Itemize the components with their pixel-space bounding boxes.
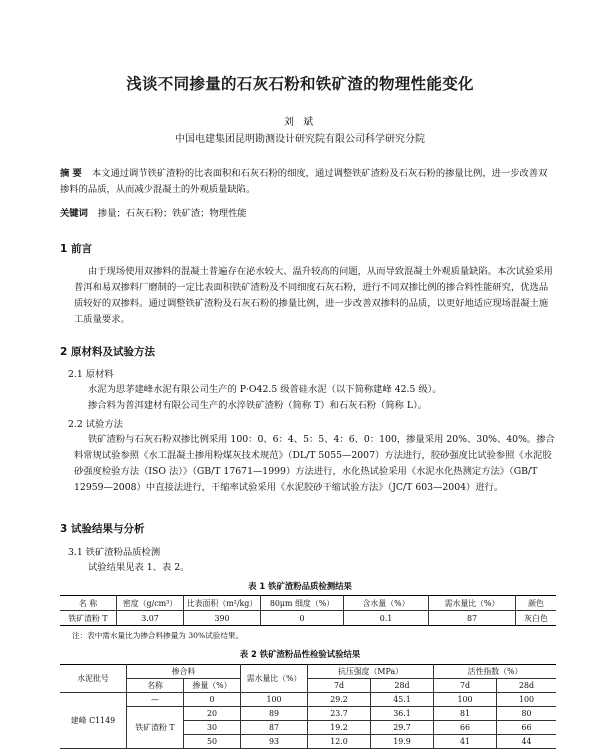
table-cell: 23.7	[308, 707, 371, 721]
table-cell: 30	[184, 721, 241, 735]
table-cell: 铁矿渣粉 T	[68, 613, 108, 623]
section-heading-1: 1 前言	[60, 243, 92, 255]
table-cell: 100	[497, 693, 557, 707]
table-header-cell: 比表面积（m²/kg）	[184, 596, 261, 611]
table-cell: 89	[241, 707, 308, 721]
table-header-cell: 28d	[497, 679, 557, 693]
subsection-3-1-heading: 3.1 铁矿渣粉品质检测	[68, 547, 161, 558]
keywords-label: 关键词	[60, 208, 88, 219]
affiliation: 中国电建集团昆明勘测设计研究院有限公司科学研究分院	[175, 134, 425, 145]
table-cell: 87	[241, 721, 308, 735]
table-header-cell: 水泥批号	[60, 665, 127, 693]
table-cell: 41	[434, 735, 497, 749]
subsection-2-1-heading: 2.1 原材料	[68, 369, 114, 380]
table-header-cell: 活性指数（%）	[434, 665, 557, 679]
table-cell: 20	[184, 707, 241, 721]
table-row	[60, 693, 556, 707]
table-header-cell: 掺合料	[127, 665, 241, 679]
table-header-cell: 抗压强度（MPa）	[308, 665, 434, 679]
table-cell: —	[127, 693, 184, 707]
cement-text: 水泥为思茅建峰水泥有限公司生产的 P·O42.5 级普硅水泥（以下简称建峰 42.5 级）。	[88, 384, 442, 395]
table-header-cell: 80μm 细度（%）	[261, 596, 344, 611]
table-cell: 66	[434, 721, 497, 735]
admixture-text: 掺合料为普洱建材有限公司生产的水淬铁矿渣粉（简称 T）和石灰石粉（简称 L）。	[88, 400, 428, 411]
table-header-cell: 颜色	[516, 596, 557, 611]
table-header-row	[60, 665, 556, 679]
table-header-row	[60, 679, 556, 693]
table-cell: 0	[261, 611, 344, 626]
table-cell: 93	[241, 735, 308, 749]
table-header-cell: 需水量比（%）	[241, 665, 308, 693]
table-header-cell: 掺量（%）	[184, 679, 241, 693]
subsection-2-2-heading: 2.2 试验方法	[68, 419, 123, 430]
table-1-caption: 表 1 铁矿渣粉品质检测结果	[248, 581, 352, 591]
table-header-cell: 密度（g/cm³）	[117, 596, 184, 611]
table-header-cell: 28d	[371, 679, 434, 693]
table-cell: 0.1	[344, 611, 429, 626]
table-cell: 80	[497, 707, 557, 721]
table-1	[60, 595, 556, 626]
table-cell: 19.2	[308, 721, 371, 735]
keywords-text: 掺量；石灰石粉；铁矿渣；物理性能	[97, 208, 247, 219]
table-cell: 建峰 C1149	[60, 693, 127, 749]
section-1-text: 由于现场使用双掺料的混凝土普遍存在泌水较大、温升较高的问题，从而导致混凝土外观质量缺陷。本次试验采用普洱和易双掺料厂磨制的一定比表面积铁矿渣粉及不同细度石灰石粉，进行不同双掺比例的掺合料性能研究，优选品质较好的双掺料。通过调整铁矿渣粉及石灰石粉的掺量比例，进一步改善双掺料的品质，以更好地适应现场混凝土施工质量要求。	[74, 266, 553, 325]
table-2	[60, 664, 556, 749]
subsection-2-2-body	[74, 432, 556, 496]
table-header-row	[60, 596, 556, 611]
table-header-cell: 名 称	[60, 596, 117, 611]
table-cell: 100	[241, 693, 308, 707]
table-cell: 19.9	[371, 735, 434, 749]
table-header-cell: 7d	[308, 679, 371, 693]
table-cell: 3.07	[117, 611, 184, 626]
table-cell: 87	[429, 611, 516, 626]
table-cell: 36.1	[371, 707, 434, 721]
abstract	[60, 166, 556, 198]
table-cell: 12.0	[308, 735, 371, 749]
table-cell: 50	[184, 735, 241, 749]
subsection-2-1-body	[74, 382, 556, 414]
table-1-note: 注：表中需水量比为掺合料掺量为 30%试验结果。	[72, 631, 244, 640]
table-header-cell: 需水量比（%）	[429, 596, 516, 611]
table-row	[60, 707, 556, 721]
table-cell: 81	[434, 707, 497, 721]
table-header-cell: 名称	[127, 679, 184, 693]
section-heading-2: 2 原材料及试验方法	[60, 346, 155, 358]
subsection-3-1-body	[74, 560, 556, 576]
table-row	[60, 611, 556, 626]
table-2-caption: 表 2 铁矿渣粉品性检验试验结果	[239, 649, 361, 659]
paper-title: 浅谈不同掺量的石灰石粉和铁矿渣的物理性能变化	[126, 75, 474, 93]
table-cell: 0	[184, 693, 241, 707]
abstract-label: 摘 要	[60, 168, 82, 179]
table-cell: 66	[497, 721, 557, 735]
table-cell: 44	[497, 735, 557, 749]
table-header-cell: 7d	[434, 679, 497, 693]
author: 刘 斌	[283, 117, 317, 128]
table-header-cell: 含水量（%）	[344, 596, 429, 611]
keywords	[60, 205, 556, 219]
section-heading-3: 3 试验结果与分析	[60, 523, 145, 535]
table-cell: 29.2	[308, 693, 371, 707]
results-text: 试验结果见表 1、表 2。	[88, 562, 190, 573]
section-1-paragraph	[74, 264, 556, 328]
method-text: 铁矿渣粉与石灰石粉双掺比例采用 100：0、6：4、5：5、4：6、0：100，掺量采用 20%、30%、40%。掺合料常规试验参照《水工混凝土掺用粉煤灰技术规范》（DL/T 5055—2007）方法进行，胶砂强度比试验参照《水泥胶砂强度检验方法（ISO 法）》（GB/T 17671—1999）方法进行，水化热试验采用《水泥水化热测定方法》（GB/T 12959—2008）中直接法进行，干缩率试验采用《水泥胶砂干缩试验方法》（JC/T 603—2004）进行。	[74, 434, 555, 493]
table-cell: 灰白色	[516, 611, 557, 626]
table-cell: 390	[184, 611, 261, 626]
table-cell: 45.1	[371, 693, 434, 707]
table-cell: 29.7	[371, 721, 434, 735]
table-cell: 100	[434, 693, 497, 707]
table-cell: 铁矿渣粉 T	[127, 707, 184, 749]
abstract-text: 本文通过调节铁矿渣粉的比表面积和石灰石粉的细度，通过调整铁矿渣粉及石灰石粉的掺量比例，进一步改善双掺料的品质，从而减少混凝土的外观质量缺陷。	[60, 168, 548, 195]
